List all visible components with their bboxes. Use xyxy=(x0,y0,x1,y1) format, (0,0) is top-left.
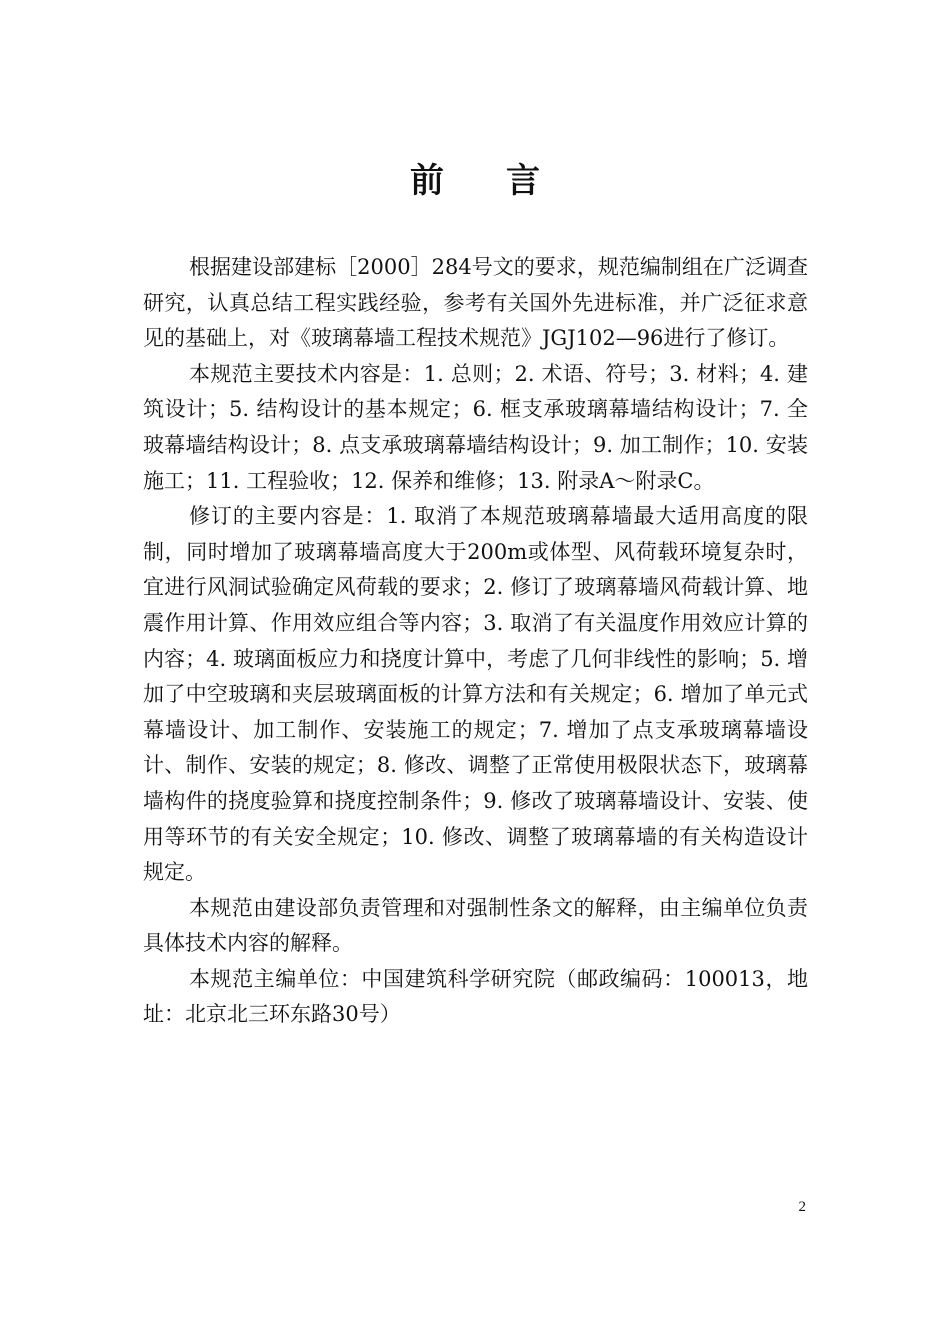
paragraph-management: 本规范由建设部负责管理和对强制性条文的解释，由主编单位负责具体技术内容的解释。 xyxy=(143,895,808,956)
paragraph-revision-basis: 根据建设部建标［2000］284号文的要求，规范编制组在广泛调查研究，认真总结工程实践经验，参考有关国外先进标准，并广泛征求意见的基础上，对《玻璃幕墙工程技术规范》JGJ102—96进行了修订。 xyxy=(143,255,808,351)
paragraph-revision-contents: 修订的主要内容是：1. 取消了本规范玻璃幕墙最大适用高度的限制，同时增加了玻璃幕墙高度大于200m或体型、风荷载环境复杂时，宜进行风洞试验确定风荷载的要求；2. 修订了玻璃幕墙风荷载计算、地震作用计算、作用效应组合等内容；3. 取消了有关温度作用效应计算的内容；4. 玻璃面板应力和挠度计算中，考虑了几何非线性的影响；5. 增加了中空玻璃和夹层玻璃面板的计算方法和有关规定；6. 增加了单元式幕墙设计、加工制作、安装施工的规定；7. 增加了点支承玻璃幕墙设计、制作、安装的规定；8. 修改、调整了正常使用极限状态下，玻璃幕墙构件的挠度验算和挠度控制条件；9. 修改了玻璃幕墙设计、安装、使用等环节的有关安全规定；10. 修改、调整了玻璃幕墙的有关构造设计规定。 xyxy=(143,504,808,885)
body-text xyxy=(143,250,808,1033)
paragraph-chief-editor: 本规范主编单位：中国建筑科学研究院（邮政编码：100013，地址：北京北三环东路30号） xyxy=(143,966,808,1027)
paragraph-main-contents: 本规范主要技术内容是：1. 总则；2. 术语、符号；3. 材料；4. 建筑设计；5. 结构设计的基本规定；6. 框支承玻璃幕墙结构设计；7. 全玻幕墙结构设计；8. 点支承玻璃幕墙结构设计；9. 加工制作；10. 安装施工；11. 工程验收；12. 保养和维修；13. 附录A～附录C。 xyxy=(143,361,808,493)
page-number: 2 xyxy=(798,1199,806,1215)
page-title: 前言 xyxy=(410,161,602,201)
